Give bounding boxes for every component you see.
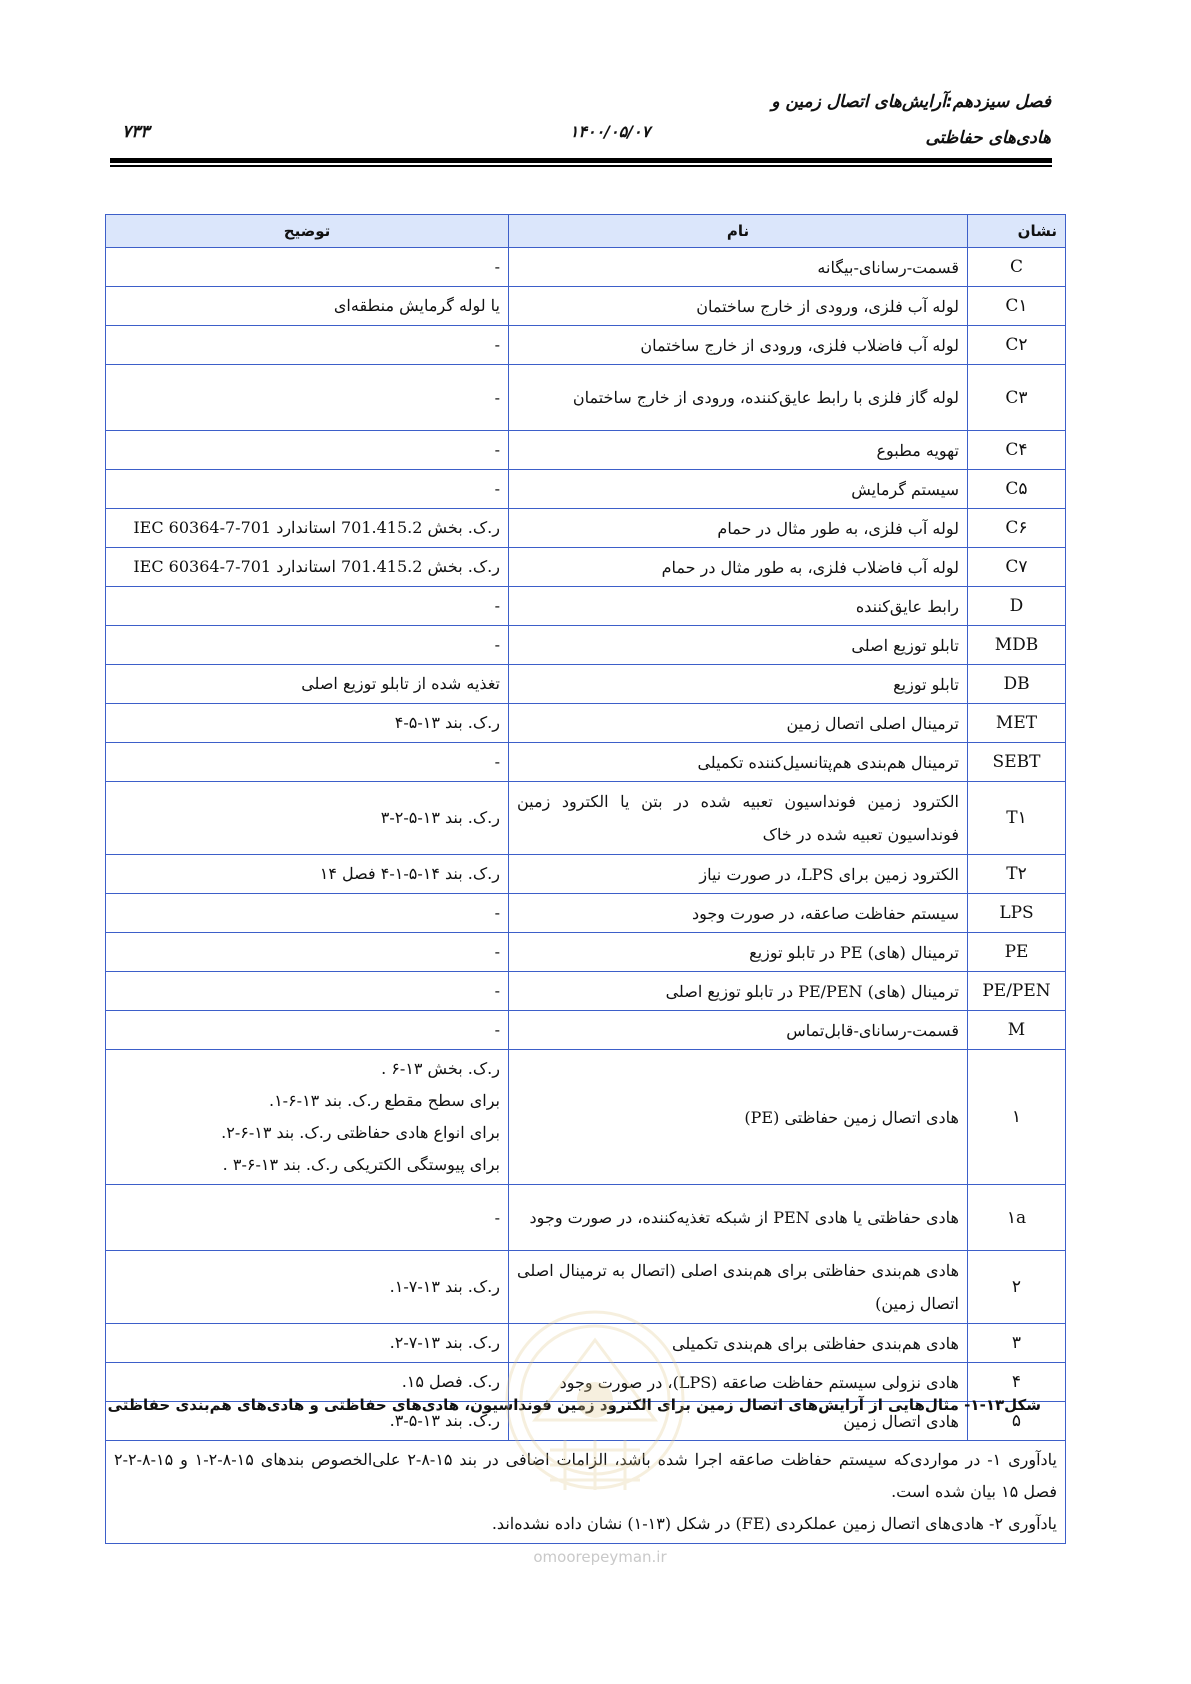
table-row bbox=[106, 326, 1066, 365]
row-description bbox=[106, 1251, 509, 1324]
table-row bbox=[106, 548, 1066, 587]
row-description bbox=[106, 665, 509, 704]
row-name: هادی حفاظتی یا هادی PEN از شبکه تغذیه‌کننده، در صورت وجود bbox=[509, 1185, 968, 1251]
table-row bbox=[106, 1185, 1066, 1251]
header-rule-thick bbox=[110, 158, 1052, 163]
row-name: لوله آب فلزی، ورودی از خارج ساختمان bbox=[509, 287, 968, 326]
table-row bbox=[106, 972, 1066, 1011]
row-name: الکترود زمین فونداسیون تعبیه شده در بتن یا الکترود زمین فونداسیون تعبیه شده در خاک bbox=[509, 782, 968, 855]
note-2: یادآوری ۲- هادی‌های اتصال زمین عملکردی (FE) در شکل (۱۳-۱) نشان داده نشده‌اند. bbox=[491, 1514, 1057, 1533]
table-row bbox=[106, 782, 1066, 855]
row-name: سیستم حفاظت صاعقه، در صورت وجود bbox=[509, 894, 968, 933]
row-description bbox=[106, 587, 509, 626]
row-name: لوله آب فلزی، به طور مثال در حمام bbox=[509, 509, 968, 548]
row-description bbox=[106, 365, 509, 431]
header-name: نام bbox=[509, 215, 968, 248]
row-symbol: T۲ bbox=[968, 855, 1066, 894]
table-row bbox=[106, 587, 1066, 626]
description-line: - bbox=[494, 942, 500, 961]
row-name: هادی اتصال زمین bbox=[509, 1402, 968, 1441]
table-row bbox=[106, 855, 1066, 894]
row-symbol: ۵ bbox=[968, 1402, 1066, 1441]
table-row bbox=[106, 287, 1066, 326]
row-symbol: C۷ bbox=[968, 548, 1066, 587]
description-line: برای انواع هادی حفاظتی ر.ک. بند ۱۳-۶-۲. bbox=[221, 1123, 500, 1142]
header-description: توضیح bbox=[106, 215, 509, 248]
row-name: قسمت-رسانای-بیگانه bbox=[509, 248, 968, 287]
notes-row bbox=[106, 1441, 1066, 1544]
row-description bbox=[106, 894, 509, 933]
table-row bbox=[106, 1324, 1066, 1363]
table-row bbox=[106, 1251, 1066, 1324]
row-symbol: PE bbox=[968, 933, 1066, 972]
row-name: ترمینال (های) PE در تابلو توزیع bbox=[509, 933, 968, 972]
description-line: ر.ک. بخش 701.415.2 استاندارد IEC 60364-7-701 bbox=[133, 518, 500, 537]
row-symbol: M bbox=[968, 1011, 1066, 1050]
legend-table-header bbox=[106, 215, 1066, 248]
description-line: یا لوله گرمایش منطقه‌ای bbox=[333, 296, 500, 315]
table-row bbox=[106, 665, 1066, 704]
page-number: ۷۳۳ bbox=[122, 122, 150, 142]
description-line: برای سطح مقطع ر.ک. بند ۱۳-۶-۱. bbox=[268, 1091, 500, 1110]
header-date: ۱۴۰۰/۰۵/۰۷ bbox=[569, 122, 651, 141]
row-description bbox=[106, 626, 509, 665]
watermark-url: omoorepeyman.ir bbox=[533, 1548, 667, 1566]
row-name: تابلو توزیع bbox=[509, 665, 968, 704]
table-row bbox=[106, 1050, 1066, 1185]
row-name: لوله آب فاضلاب فلزی، ورودی از خارج ساختمان bbox=[509, 326, 968, 365]
description-line: - bbox=[494, 752, 500, 771]
description-line: ر.ک. فصل ۱۵. bbox=[401, 1372, 500, 1391]
row-name: هادی هم‌بندی حفاظتی برای هم‌بندی تکمیلی bbox=[509, 1324, 968, 1363]
description-line: ر.ک. بخش 701.415.2 استاندارد IEC 60364-7-701 bbox=[133, 557, 500, 576]
description-line: تغذیه شده از تابلو توزیع اصلی bbox=[301, 674, 500, 693]
description-line: - bbox=[494, 440, 500, 459]
description-line: ر.ک. بند ۱۳-۵-۳. bbox=[389, 1411, 500, 1430]
row-symbol: C۱ bbox=[968, 287, 1066, 326]
row-name: ترمینال (های) PE/PEN در تابلو توزیع اصلی bbox=[509, 972, 968, 1011]
row-name: قسمت-رسانای-قابل‌تماس bbox=[509, 1011, 968, 1050]
row-symbol: DB bbox=[968, 665, 1066, 704]
table-row bbox=[106, 704, 1066, 743]
row-description bbox=[106, 431, 509, 470]
row-name: رابط عایق‌کننده bbox=[509, 587, 968, 626]
row-symbol: MDB bbox=[968, 626, 1066, 665]
row-description bbox=[106, 855, 509, 894]
row-description bbox=[106, 509, 509, 548]
row-description bbox=[106, 1050, 509, 1185]
row-description bbox=[106, 287, 509, 326]
table-row bbox=[106, 1011, 1066, 1050]
header-rule-thin bbox=[110, 165, 1052, 167]
row-description bbox=[106, 326, 509, 365]
table-row bbox=[106, 933, 1066, 972]
row-symbol: C۶ bbox=[968, 509, 1066, 548]
description-line: ر.ک. بند ۱۳-۵-۲-۳ bbox=[380, 808, 500, 827]
row-description bbox=[106, 248, 509, 287]
row-name: ترمینال اصلی اتصال زمین bbox=[509, 704, 968, 743]
row-name: لوله آب فاضلاب فلزی، به طور مثال در حمام bbox=[509, 548, 968, 587]
row-description bbox=[106, 972, 509, 1011]
row-symbol: C۲ bbox=[968, 326, 1066, 365]
row-symbol: PE/PEN bbox=[968, 972, 1066, 1011]
chapter-title-line1: فصل سیزدهم:آرایش‌های اتصال زمین و bbox=[771, 92, 1051, 112]
row-symbol: C۴ bbox=[968, 431, 1066, 470]
row-name: سیستم گرمایش bbox=[509, 470, 968, 509]
notes-cell bbox=[106, 1441, 1066, 1544]
row-name: هادی اتصال زمین حفاظتی (PE) bbox=[509, 1050, 968, 1185]
row-symbol: C۵ bbox=[968, 470, 1066, 509]
table-row bbox=[106, 431, 1066, 470]
row-description bbox=[106, 1324, 509, 1363]
row-description bbox=[106, 743, 509, 782]
description-line: - bbox=[494, 635, 500, 654]
row-symbol: SEBT bbox=[968, 743, 1066, 782]
description-line: ر.ک. بند ۱۳-۷-۱. bbox=[389, 1277, 500, 1296]
description-line: - bbox=[494, 1207, 500, 1227]
row-symbol: MET bbox=[968, 704, 1066, 743]
row-description bbox=[106, 1185, 509, 1251]
description-line: ر.ک. بخش ۱۳-۶ . bbox=[381, 1059, 500, 1078]
row-symbol: ۱a bbox=[968, 1185, 1066, 1251]
row-name: هادی هم‌بندی حفاظتی برای هم‌بندی اصلی (اتصال به ترمینال اصلی اتصال زمین) bbox=[509, 1251, 968, 1324]
chapter-title-line2: هادی‌های حفاظتی bbox=[925, 128, 1051, 148]
legend-table-body bbox=[106, 248, 1066, 1441]
row-symbol: ۲ bbox=[968, 1251, 1066, 1324]
table-row bbox=[106, 248, 1066, 287]
row-description bbox=[106, 704, 509, 743]
row-symbol: ۱ bbox=[968, 1050, 1066, 1185]
figure-caption: شکل۱۳-۱- مثال‌هایی از آرایش‌های اتصال زمین برای الکترود زمین فونداسیون، هادی‌های حفاظتی و هادی‌های هم‌بندی حفاظتی bbox=[107, 1396, 1041, 1414]
row-description bbox=[106, 548, 509, 587]
row-name: هادی نزولی سیستم حفاظت صاعقه (LPS)، در صورت وجود bbox=[509, 1363, 968, 1402]
description-line: - bbox=[494, 479, 500, 498]
table-row bbox=[106, 365, 1066, 431]
table-row bbox=[106, 470, 1066, 509]
table-row bbox=[106, 743, 1066, 782]
legend-table bbox=[105, 214, 1066, 1544]
row-symbol: T۱ bbox=[968, 782, 1066, 855]
row-symbol: D bbox=[968, 587, 1066, 626]
row-symbol: ۳ bbox=[968, 1324, 1066, 1363]
description-line: - bbox=[494, 335, 500, 354]
row-symbol: LPS bbox=[968, 894, 1066, 933]
row-name: لوله گاز فلزی با رابط عایق‌کننده، ورودی از خارج ساختمان bbox=[509, 365, 968, 431]
row-name: ترمینال هم‌بندی هم‌پتانسیل‌کننده تکمیلی bbox=[509, 743, 968, 782]
description-line: - bbox=[494, 903, 500, 922]
row-name: تهویه مطبوع bbox=[509, 431, 968, 470]
table-row bbox=[106, 894, 1066, 933]
table-row bbox=[106, 626, 1066, 665]
description-line: - bbox=[494, 596, 500, 615]
row-symbol: C bbox=[968, 248, 1066, 287]
row-description bbox=[106, 782, 509, 855]
chapter-title bbox=[631, 84, 1051, 156]
row-name: الکترود زمین برای LPS، در صورت نیاز bbox=[509, 855, 968, 894]
description-line: - bbox=[494, 257, 500, 276]
table-row bbox=[106, 509, 1066, 548]
row-symbol: C۳ bbox=[968, 365, 1066, 431]
description-line: - bbox=[494, 1020, 500, 1039]
header-symbol: نشان bbox=[968, 215, 1066, 248]
row-description bbox=[106, 1011, 509, 1050]
description-line: ر.ک. بند ۱۴-۵-۱-۴ فصل ۱۴ bbox=[319, 864, 500, 883]
description-line: ر.ک. بند ۱۳-۵-۴ bbox=[394, 713, 500, 732]
description-line: برای پیوستگی الکتریکی ر.ک. بند ۱۳-۶-۳ . bbox=[222, 1155, 500, 1174]
row-description bbox=[106, 933, 509, 972]
row-description bbox=[106, 470, 509, 509]
note-1: یادآوری ۱- در مواردی‌که سیستم حفاظت صاعقه اجرا شده باشد، الزامات اضافی در بند ۱۵-۸-۲ علی‌الخصوص بندهای ۱۵-۸-۲-۱ و ۱۵-۸-۲-۲ فصل ۱۵ بیان شده است. bbox=[114, 1450, 1057, 1501]
description-line: - bbox=[494, 981, 500, 1000]
row-symbol: ۴ bbox=[968, 1363, 1066, 1402]
row-name: تابلو توزیع اصلی bbox=[509, 626, 968, 665]
description-line: - bbox=[494, 387, 500, 407]
description-line: ر.ک. بند ۱۳-۷-۲. bbox=[389, 1333, 500, 1352]
